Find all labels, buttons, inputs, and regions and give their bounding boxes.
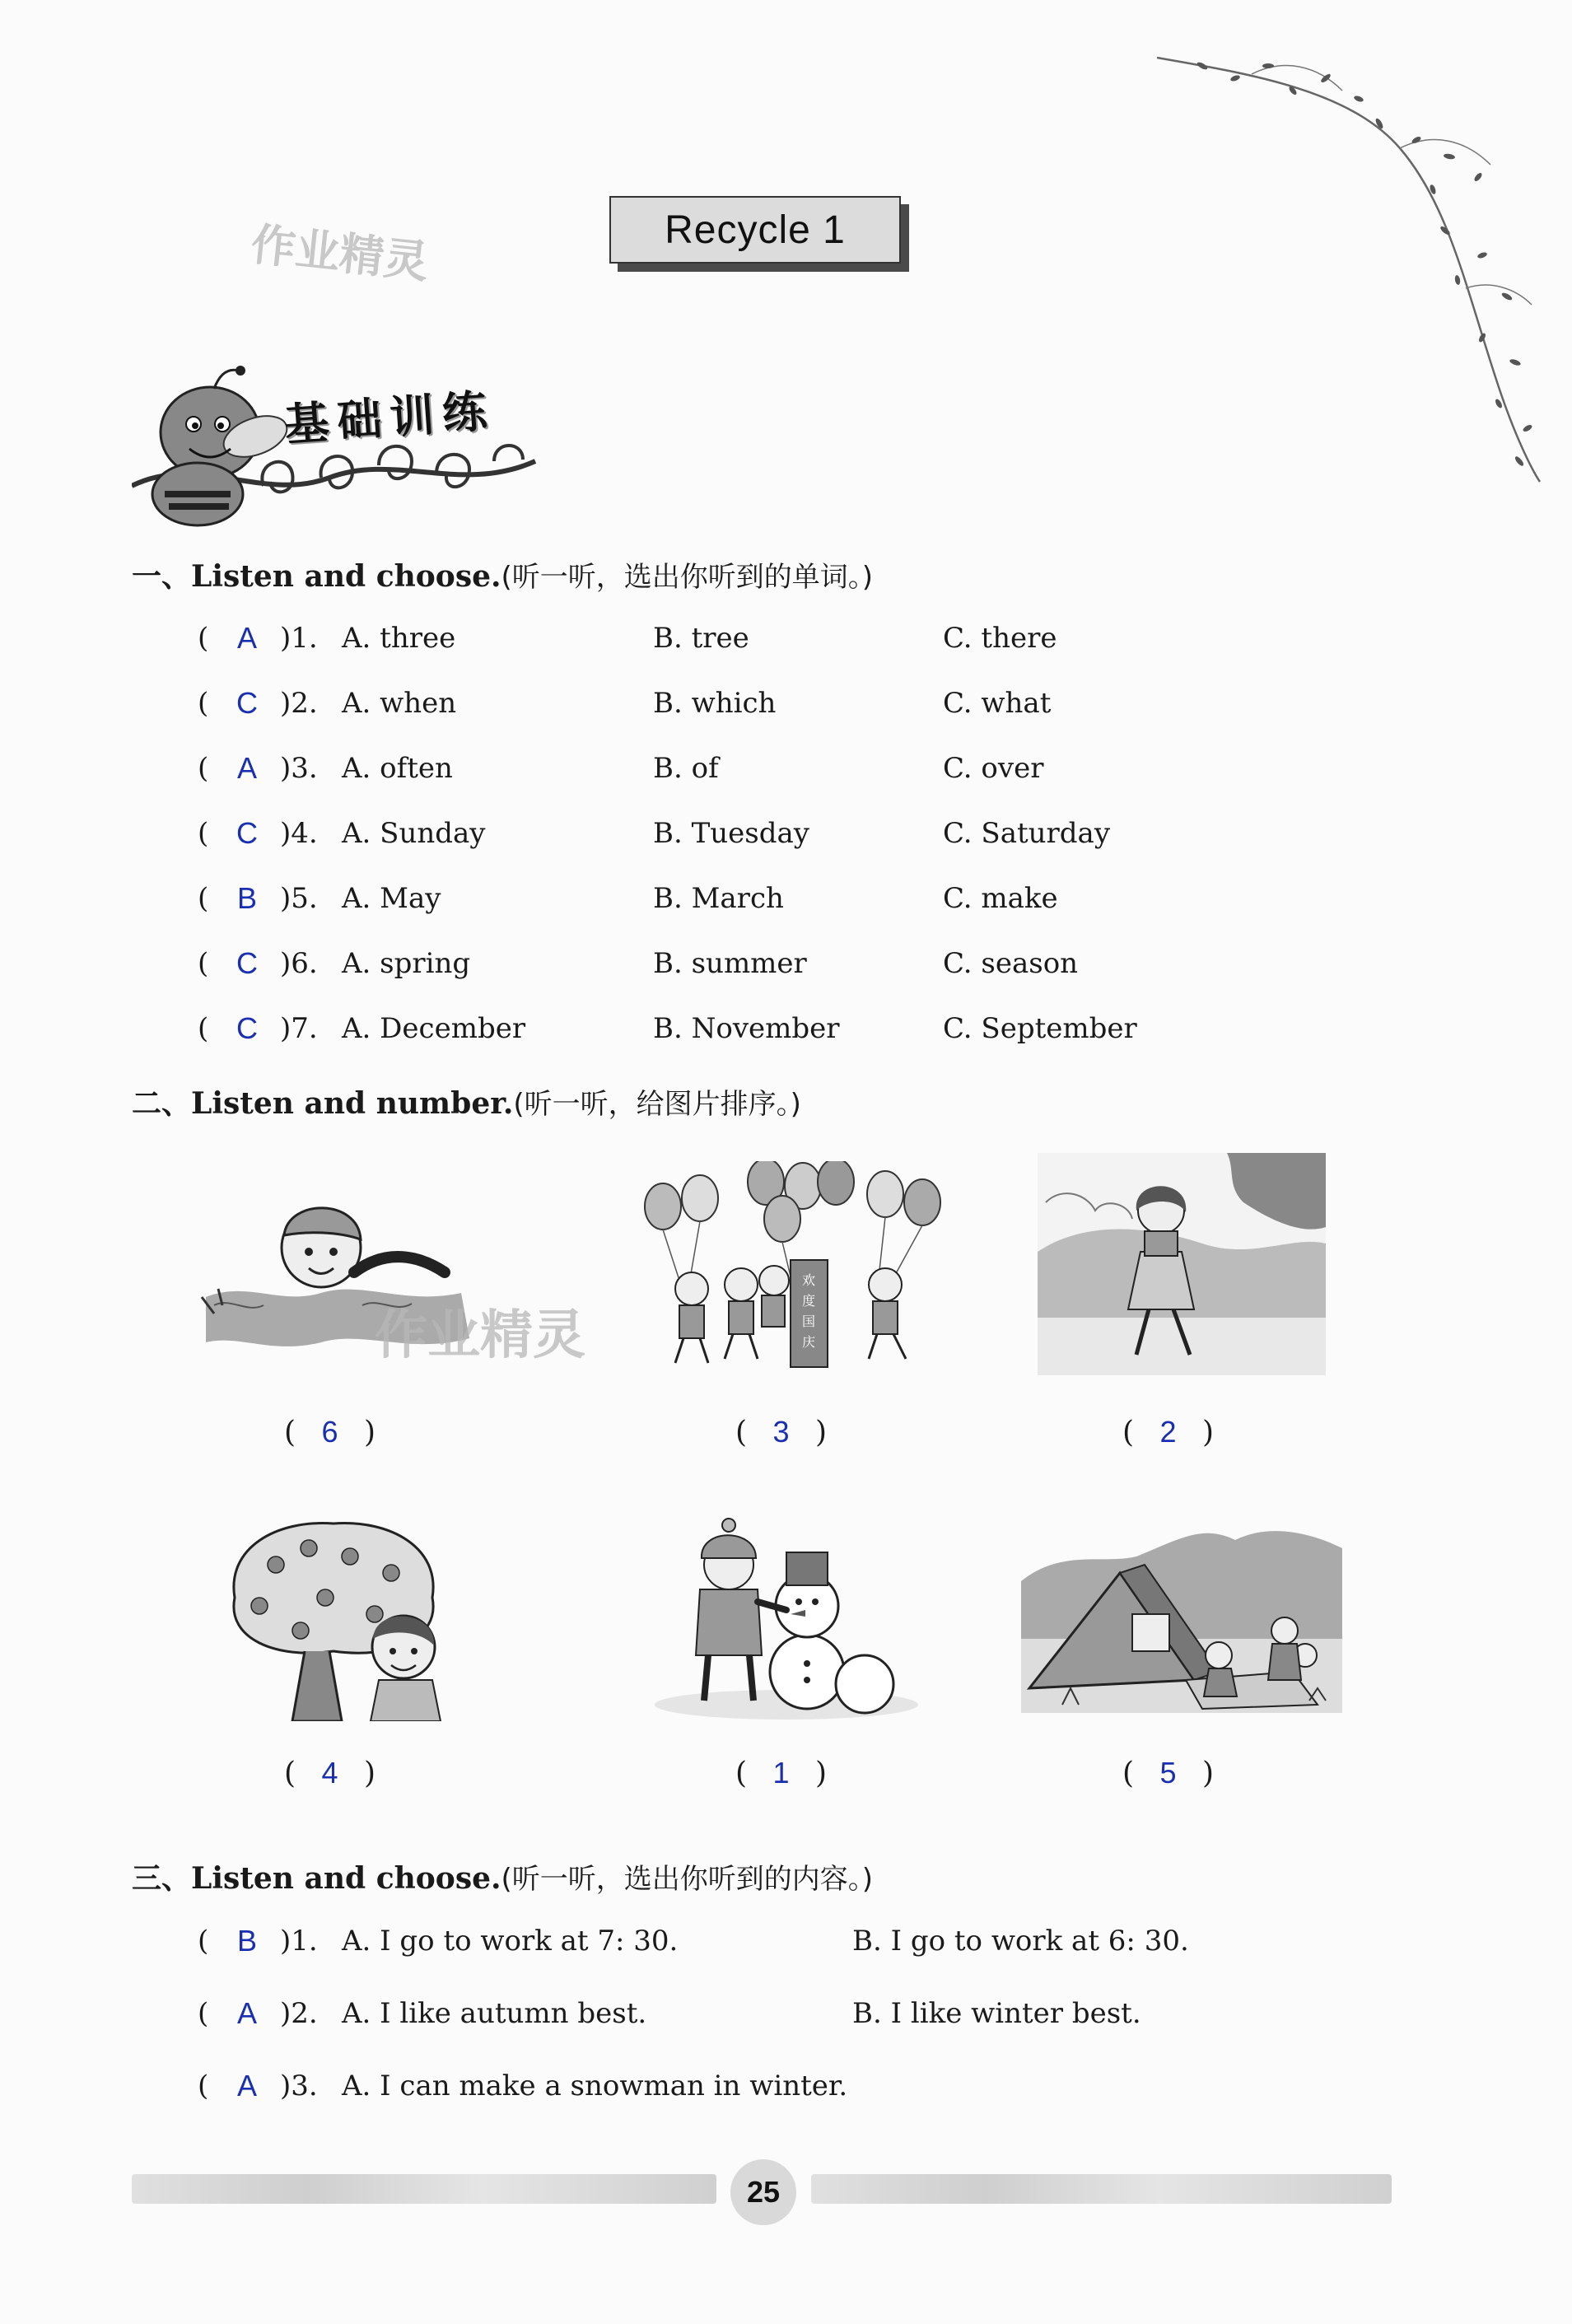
answer[interactable]: A xyxy=(236,1996,257,2030)
watermark-overlay: 作业精灵 xyxy=(375,1305,585,1366)
answer[interactable]: A xyxy=(236,2069,257,2102)
answer[interactable]: B xyxy=(236,881,257,915)
sign-text-1: 欢 xyxy=(801,1272,816,1288)
picture-1-answer: 6 xyxy=(321,1415,338,1449)
footer-decoration-right xyxy=(811,2174,1392,2204)
option-a: A. I can make a snowman in winter. xyxy=(342,2070,848,2102)
option-b: B. summer xyxy=(653,947,807,980)
answer[interactable]: A xyxy=(236,751,257,785)
section-1-heading-en: 一、Listen and choose. xyxy=(132,559,501,594)
open-paren: ( xyxy=(198,687,209,720)
option-b: B. November xyxy=(653,1012,840,1045)
question-number: )3. xyxy=(280,2070,318,2102)
option-a: A. often xyxy=(342,752,453,785)
option-b: B. tree xyxy=(653,622,749,655)
option-b: B. of xyxy=(653,752,719,785)
open-paren: ( xyxy=(198,2070,209,2102)
answer[interactable]: C xyxy=(236,816,258,850)
section-3-heading-zh: (听一听，选出你听到的内容。) xyxy=(501,1863,874,1896)
section-1-heading-zh: (听一听，选出你听到的单词。) xyxy=(501,561,874,594)
picture-6-number: ( 5 ) xyxy=(1122,1756,1214,1790)
answer[interactable]: B xyxy=(236,1924,257,1958)
option-c: C. make xyxy=(943,882,1058,915)
sign-text-3: 国 xyxy=(801,1314,816,1329)
watermark: 作业精灵 xyxy=(248,217,431,289)
boy-under-apple-tree-picture xyxy=(226,1515,473,1721)
option-c: C. what xyxy=(943,687,1052,720)
option-c: C. there xyxy=(943,622,1057,655)
option-a: A. I go to work at 7: 30. xyxy=(342,1925,679,1958)
open-paren: ( xyxy=(198,882,209,915)
answer[interactable]: C xyxy=(236,1011,258,1045)
picture-4-number: ( 4 ) xyxy=(284,1756,376,1790)
option-b: B. March xyxy=(653,882,784,915)
section-3-heading xyxy=(132,1855,873,1897)
picture-5-answer: 1 xyxy=(772,1756,790,1790)
girl-walking-park-picture xyxy=(1038,1153,1326,1375)
picture-2-answer: 3 xyxy=(772,1415,790,1449)
option-b: B. I go to work at 6: 30. xyxy=(852,1925,1189,1958)
answer[interactable]: C xyxy=(236,946,258,980)
picture-2-number: ( 3 ) xyxy=(735,1415,827,1449)
section-2-heading-en: 二、Listen and number. xyxy=(132,1086,514,1121)
option-c: C. September xyxy=(943,1012,1137,1045)
section-2-heading-zh: (听一听，给图片排序。) xyxy=(513,1088,801,1121)
question-number: )4. xyxy=(280,817,318,850)
option-b: B. I like winter best. xyxy=(852,1997,1141,2030)
picture-3-answer: 2 xyxy=(1159,1415,1177,1449)
open-paren: ( xyxy=(198,817,209,850)
option-a: A. Sunday xyxy=(342,817,486,850)
sign-text-2: 度 xyxy=(801,1293,816,1309)
question-number: )2. xyxy=(280,1997,318,2030)
option-c: C. Saturday xyxy=(943,817,1111,850)
section-3-heading-en: 三、Listen and choose. xyxy=(132,1861,501,1896)
picture-1-number: ( 6 ) xyxy=(284,1415,376,1449)
option-a: A. spring xyxy=(342,947,471,980)
question-number: )1. xyxy=(280,622,318,655)
picture-5-number: ( 1 ) xyxy=(735,1756,827,1790)
option-a: A. May xyxy=(342,882,441,915)
sign-text-4: 庆 xyxy=(801,1334,816,1350)
open-paren: ( xyxy=(198,1925,209,1958)
option-b: B. Tuesday xyxy=(653,817,809,850)
section-1-heading xyxy=(132,553,873,595)
picture-3-number: ( 2 ) xyxy=(1122,1415,1214,1449)
kid-with-snowman-picture xyxy=(651,1507,922,1721)
footer-decoration-left xyxy=(132,2174,716,2204)
picture-6-answer: 5 xyxy=(1159,1756,1177,1790)
option-a: A. I like autumn best. xyxy=(342,1997,647,2030)
section-banner-title: 基础训练 xyxy=(282,385,497,451)
page-number: 25 xyxy=(730,2159,796,2225)
question-number: )6. xyxy=(280,947,318,980)
leaf-branch-decoration xyxy=(1153,41,1548,486)
answer[interactable]: A xyxy=(236,621,257,655)
option-c: C. season xyxy=(943,947,1079,980)
option-a: A. December xyxy=(342,1012,526,1045)
page-title: Recycle 1 xyxy=(609,196,901,264)
open-paren: ( xyxy=(198,622,209,655)
open-paren: ( xyxy=(198,752,209,785)
answer[interactable]: C xyxy=(236,686,258,720)
option-c: C. over xyxy=(943,752,1044,785)
open-paren: ( xyxy=(198,1012,209,1045)
option-a: A. three xyxy=(342,622,456,655)
question-number: )2. xyxy=(280,687,318,720)
open-paren: ( xyxy=(198,1997,209,2030)
open-paren: ( xyxy=(198,947,209,980)
question-number: )3. xyxy=(280,752,318,785)
option-b: B. which xyxy=(653,687,777,720)
question-number: )5. xyxy=(280,882,318,915)
option-a: A. when xyxy=(342,687,457,720)
picture-4-answer: 4 xyxy=(321,1756,338,1790)
family-camping-picnic-picture xyxy=(1021,1515,1342,1713)
section-2-heading xyxy=(132,1080,801,1122)
question-number: )1. xyxy=(280,1925,318,1958)
national-day-balloons-picture xyxy=(638,1161,951,1375)
question-number: )7. xyxy=(280,1012,318,1045)
